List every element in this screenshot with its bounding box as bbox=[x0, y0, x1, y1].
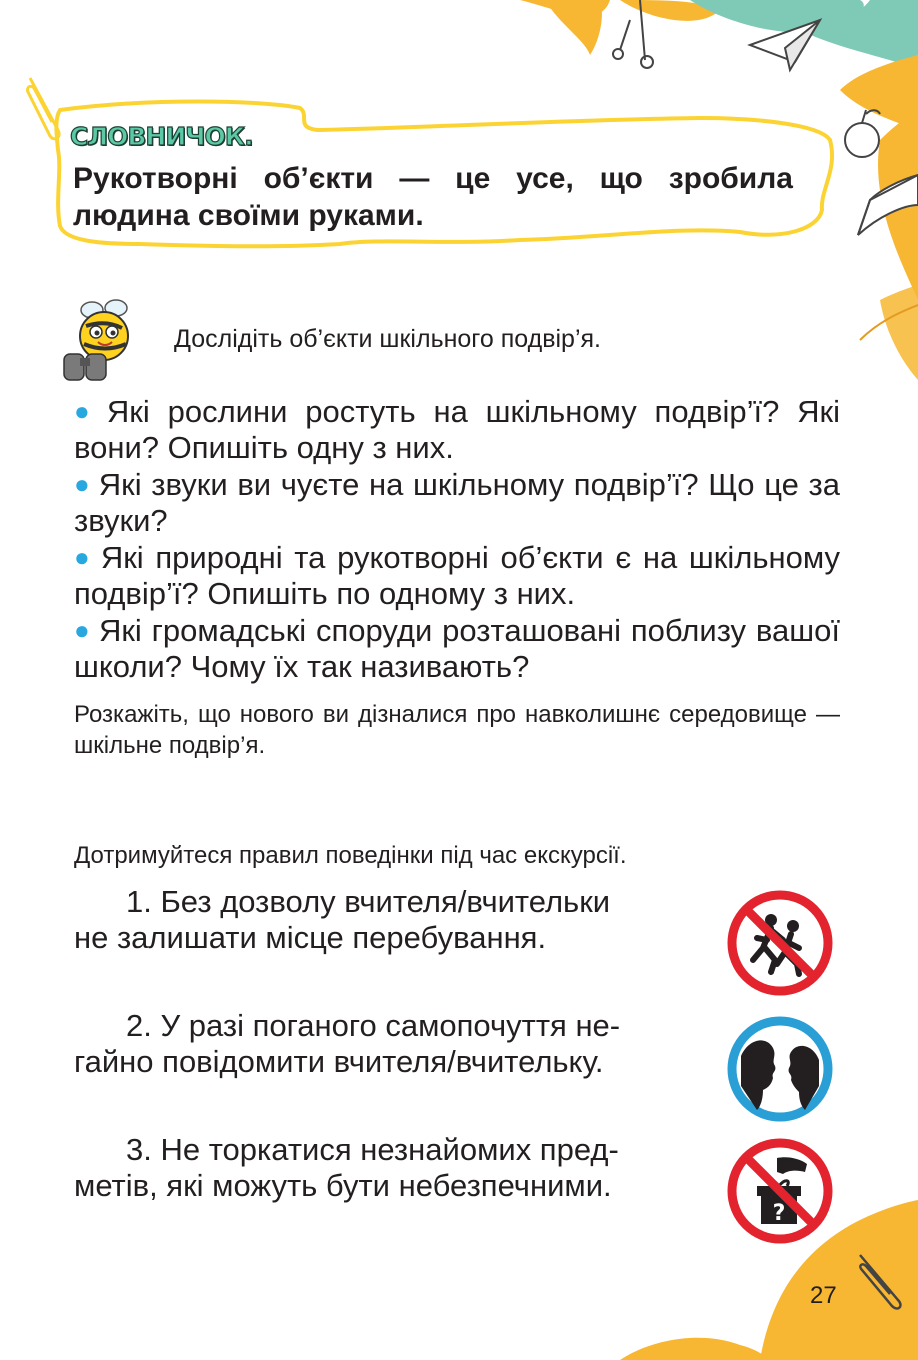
leaves-right-middle-decoration bbox=[860, 285, 918, 380]
question-text: Які громадські споруди розташовані поблизу вашої школи? Чому їх так називають? bbox=[74, 613, 840, 684]
bullet-icon: ● bbox=[74, 469, 91, 499]
task-instruction: Дослідіть об’єкти шкільного подвір’я. bbox=[174, 325, 601, 353]
rule-line: метів, які можуть бути небезпечними. bbox=[74, 1168, 612, 1203]
list-item bbox=[74, 393, 840, 466]
question-text: Які природні та рукотворні об’єкти є на шкільному подвір’ї? Опишіть по одному з них. bbox=[74, 540, 840, 611]
vocabulary-title: СЛОВНИЧОК. bbox=[70, 122, 253, 151]
bee-with-binoculars-icon bbox=[58, 296, 150, 384]
summary-prompt: Розкажіть, що нового ви дізналися про навколишнє середовище — шкільне подвір’я. bbox=[74, 701, 840, 759]
rule-item bbox=[74, 1132, 697, 1204]
svg-text:?: ? bbox=[772, 1201, 786, 1226]
apple-decoration bbox=[845, 110, 880, 157]
question-text: Які звуки ви чуєте на шкільному подвір’ї? Що це за звуки? bbox=[74, 467, 840, 538]
bullet-icon: ● bbox=[74, 542, 93, 572]
rule-line: не залишати місце перебування. bbox=[74, 920, 547, 955]
bullet-icon: ● bbox=[74, 396, 99, 426]
rules-intro: Дотримуйтеся правил поведінки під час екскурсії. bbox=[74, 842, 627, 869]
paper-clip-top-decoration bbox=[27, 78, 59, 139]
rule-line: 3. Не торкатися незнайомих пред- bbox=[126, 1132, 619, 1167]
list-item bbox=[74, 466, 840, 539]
questions-list bbox=[74, 393, 840, 685]
no-touch-unknown-icon bbox=[727, 1138, 833, 1244]
vocabulary-definition: Рукотворні об’єкти — це усе, що зробила людина своїми руками. bbox=[73, 162, 793, 232]
rule-line: 1. Без дозволу вчителя/вчительки bbox=[126, 884, 611, 919]
rule-line: гайно повідомити вчителя/вчительку. bbox=[74, 1044, 604, 1079]
bullet-icon: ● bbox=[74, 615, 91, 645]
rule-line: 2. У разі поганого самопочуття не- bbox=[126, 1008, 621, 1043]
rule-item bbox=[74, 1008, 697, 1080]
list-item bbox=[74, 612, 840, 685]
list-item bbox=[74, 539, 840, 612]
rule-item bbox=[74, 884, 697, 956]
talk-to-teacher-icon bbox=[727, 1016, 833, 1122]
page-number: 27 bbox=[810, 1282, 837, 1309]
question-text: Які рослини ростуть на шкільному подвір’ї? Які вони? Опишіть одну з них. bbox=[74, 394, 840, 465]
no-running-icon bbox=[727, 890, 833, 996]
